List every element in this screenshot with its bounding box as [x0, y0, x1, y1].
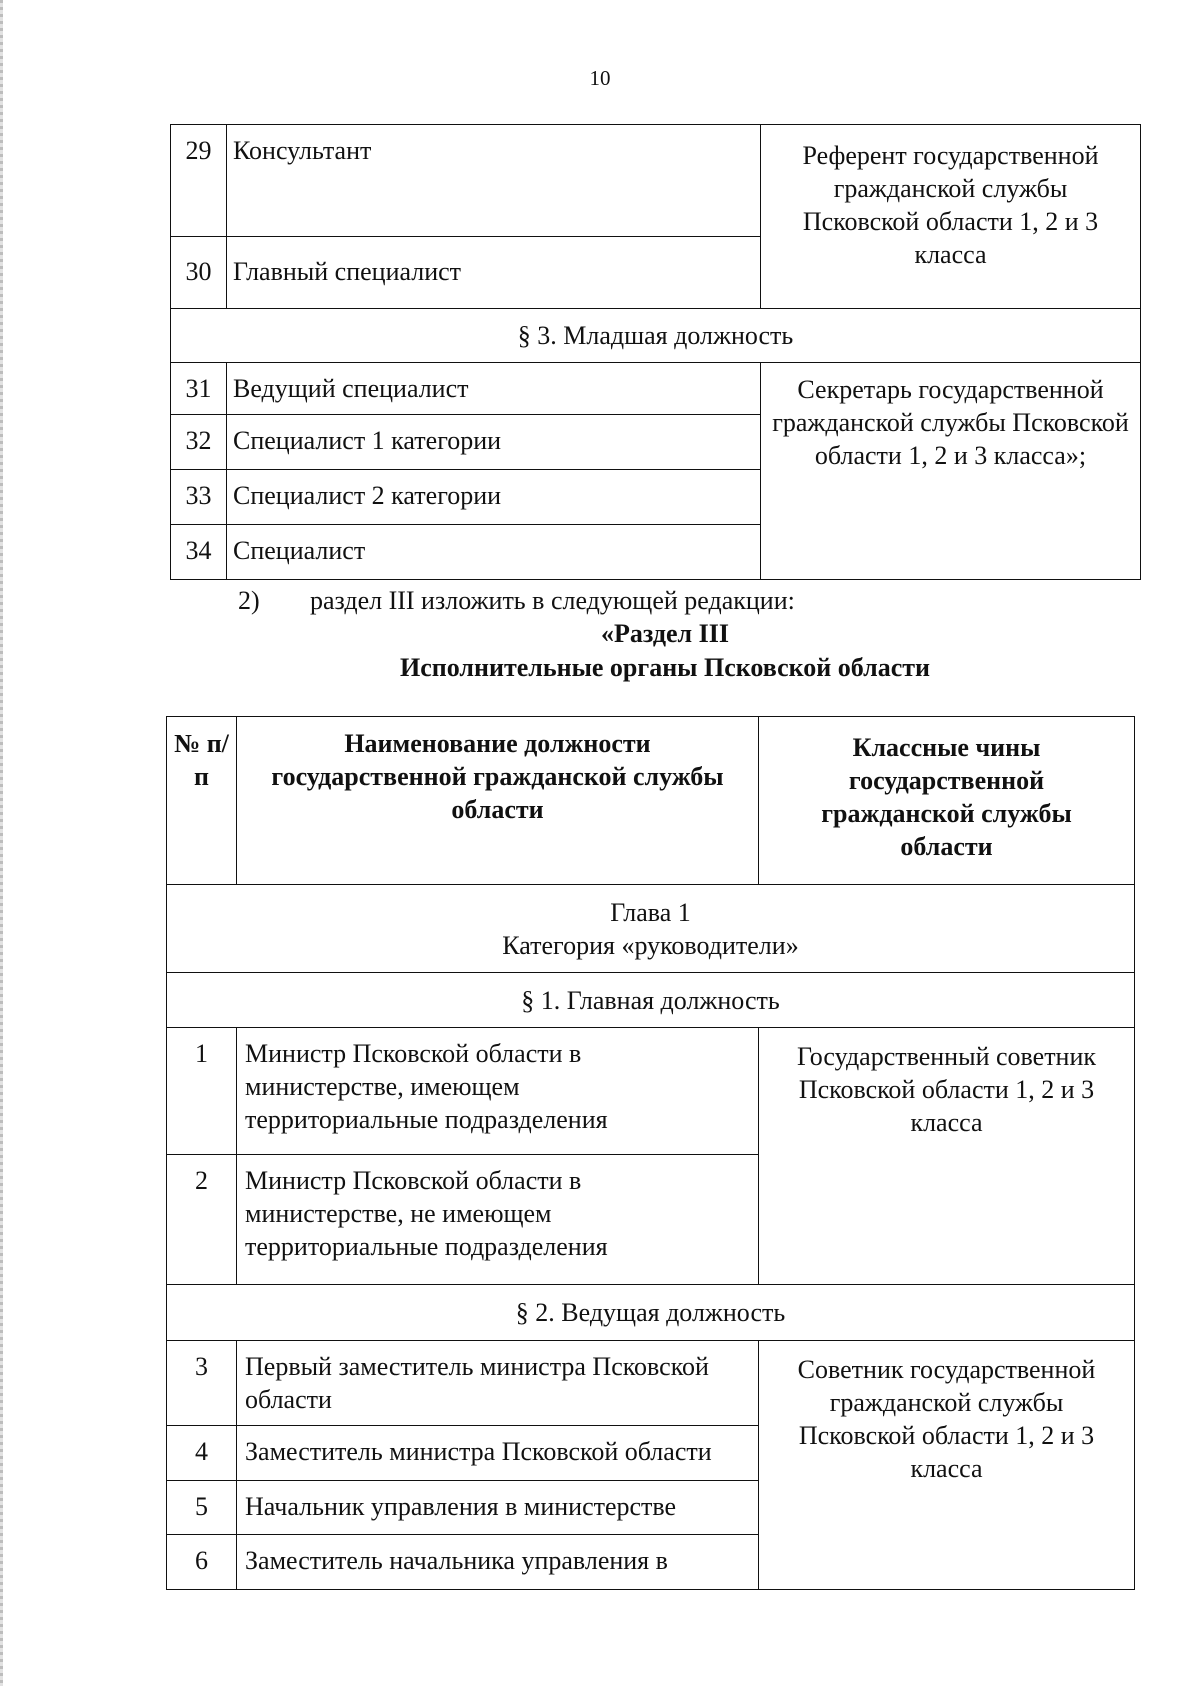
chapter-title: Глава 1	[610, 897, 691, 927]
row-number: 30	[171, 237, 227, 309]
position-name: Специалист	[227, 525, 761, 580]
table-row	[171, 125, 1141, 237]
row-number: 5	[167, 1481, 237, 1535]
header-rank: Классные чины государственной гражданской службы области	[759, 717, 1135, 885]
row-number: 29	[171, 125, 227, 237]
table-two	[166, 716, 1135, 1590]
section-heading: § 1. Главная должность	[167, 973, 1135, 1028]
class-rank: Государственный советник Псковской области 1, 2 и 3 класса	[759, 1028, 1135, 1285]
row-number: 34	[171, 525, 227, 580]
header-position: Наименование должности государственной гражданской службы области	[237, 717, 759, 885]
position-name: Специалист 2 категории	[227, 470, 761, 525]
table-row	[167, 1028, 1135, 1155]
position-name: Заместитель министра Псковской области	[237, 1426, 759, 1481]
table-one	[170, 124, 1141, 580]
section-title: «Раздел III	[601, 619, 729, 648]
row-number: 6	[167, 1535, 237, 1590]
scan-edge	[0, 0, 3, 1686]
section-heading: § 3. Младшая должность	[171, 309, 1141, 363]
item-number: 2)	[238, 586, 260, 615]
row-number: 3	[167, 1341, 237, 1426]
chapter-heading	[167, 885, 1135, 973]
row-number: 33	[171, 470, 227, 525]
position-name: Главный специалист	[227, 237, 761, 309]
chapter-category: Категория «руководители»	[502, 930, 799, 960]
table-row	[171, 363, 1141, 415]
section-row	[167, 973, 1135, 1028]
row-number: 2	[167, 1155, 237, 1285]
section-row	[167, 1285, 1135, 1341]
page-number: 10	[589, 66, 611, 90]
row-number: 4	[167, 1426, 237, 1481]
position-name: Министр Псковской области в министерстве, имеющем территориальные подразделения	[237, 1028, 759, 1155]
class-rank: Советник государственной гражданской службы Псковской области 1, 2 и 3 класса	[759, 1341, 1135, 1590]
position-name: Министр Псковской области в министерстве, не имеющем территориальные подразделения	[237, 1155, 759, 1285]
class-rank: Секретарь государственной гражданской службы Псковской области 1, 2 и 3 класса»;	[761, 363, 1141, 580]
amendment-item	[238, 584, 795, 617]
position-name: Специалист 1 категории	[227, 415, 761, 470]
position-name: Ведущий специалист	[227, 363, 761, 415]
section-row	[171, 309, 1141, 363]
section-heading: § 2. Ведущая должность	[167, 1285, 1135, 1341]
position-name: Консультант	[227, 125, 761, 237]
row-number: 32	[171, 415, 227, 470]
section-subtitle: Исполнительные органы Псковской области	[400, 653, 930, 682]
position-name: Заместитель начальника управления в	[237, 1535, 759, 1590]
chapter-row	[167, 885, 1135, 973]
header-number: № п/п	[167, 717, 237, 885]
row-number: 1	[167, 1028, 237, 1155]
position-name: Начальник управления в министерстве	[237, 1481, 759, 1535]
item-text: раздел III изложить в следующей редакции:	[310, 586, 795, 615]
table-row	[167, 1341, 1135, 1426]
row-number: 31	[171, 363, 227, 415]
position-name: Первый заместитель министра Псковской области	[237, 1341, 759, 1426]
class-rank: Референт государственной гражданской службы Псковской области 1, 2 и 3 класса	[761, 125, 1141, 309]
header-row	[167, 717, 1135, 885]
